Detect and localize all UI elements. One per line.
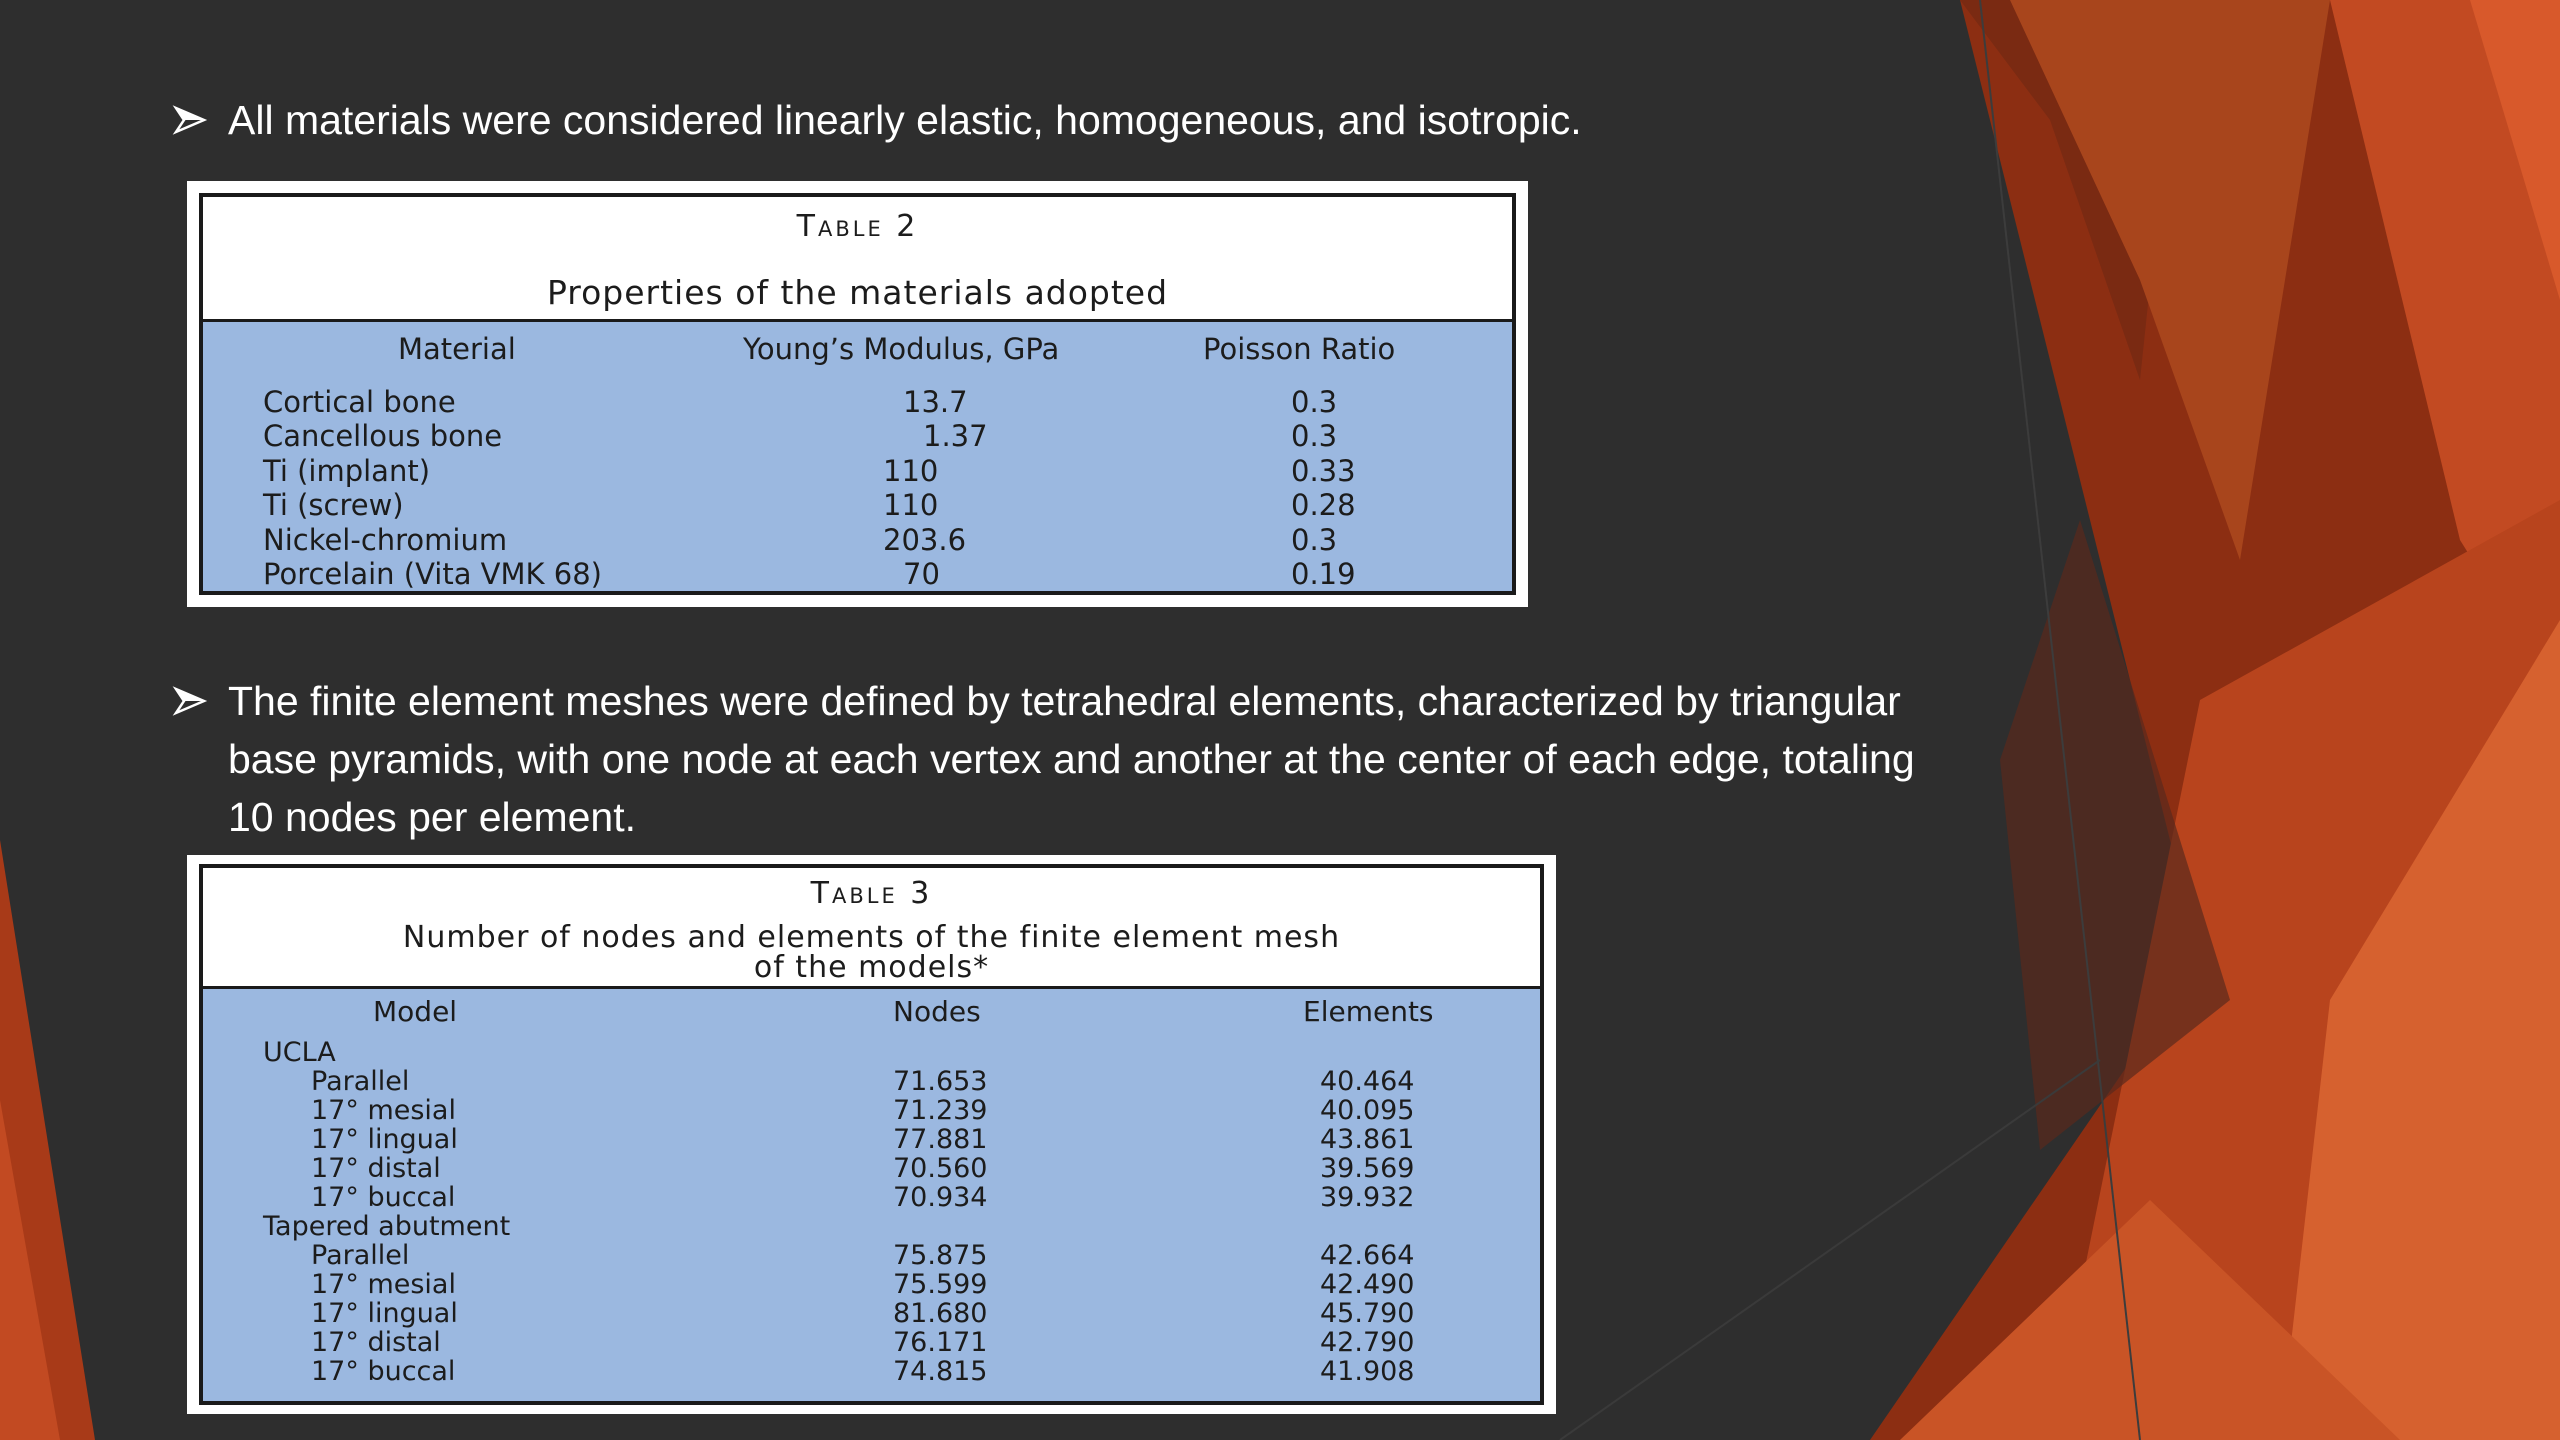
column-header-poisson-ratio: Poisson Ratio (1203, 332, 1396, 366)
table-2-title: Properties of the materials adopted (546, 273, 1169, 312)
column-header-elements: Elements (1303, 995, 1434, 1028)
bullet-2-line-1: The finite element meshes were defined by tetrahedral elements, characterized by triangular (228, 678, 1901, 724)
table-3 (199, 864, 1544, 1405)
column-header-youngs-modulus: Young’s Modulus, GPa (743, 332, 1060, 366)
table-2 (199, 193, 1516, 595)
table-2-body: Cortical bone 13.7 0.3 Cancellous bone 1.37 0.3 Ti (implant) 110 0.33 Ti (screw) 110 0.28 Nickel-chromium 203.6 0.3 Porcelain (Vita VMK 68) 70 0.19 (203, 377, 1512, 591)
arrowhead-bullet-icon (172, 91, 208, 149)
table-2-image (187, 181, 1528, 607)
arrowhead-bullet-icon (172, 672, 208, 730)
table-2-header (203, 319, 1512, 380)
bullet-2-line-3: 10 nodes per element. (228, 794, 636, 840)
column-header-material: Material (398, 332, 516, 366)
bullet-1 (228, 91, 2128, 149)
bullet-2 (228, 672, 2128, 846)
table-3-label: Table 3 (810, 876, 933, 911)
bullet-1-text: All materials were considered linearly elastic, homogeneous, and isotropic. (228, 97, 1582, 143)
column-header-nodes: Nodes (893, 995, 981, 1028)
column-header-model: Model (373, 995, 458, 1028)
table-3-image (187, 855, 1556, 1414)
table-3-header (203, 986, 1540, 1036)
bullet-2-line-2: base pyramids, with one node at each vertex and another at the center of each edge, totaling (228, 736, 1915, 782)
table-3-body: UCLA Parallel 71.653 40.464 17° mesial 71.239 40.095 17° lingual 77.881 43.861 17° distal 70.560 39.569 17° buccal 70.934 39.932 Tapered abutment Parallel 75.875 42.664 17° mesial 75.599 42.490 17° lingual 81.680 45.790 17° distal 76.171 42.790 17° buccal 74.815 41.908 (203, 1033, 1540, 1401)
table-2-label: Table 2 (796, 209, 919, 244)
table-3-title: Number of nodes and elements of the finite element mesh of the models* (402, 920, 1341, 985)
